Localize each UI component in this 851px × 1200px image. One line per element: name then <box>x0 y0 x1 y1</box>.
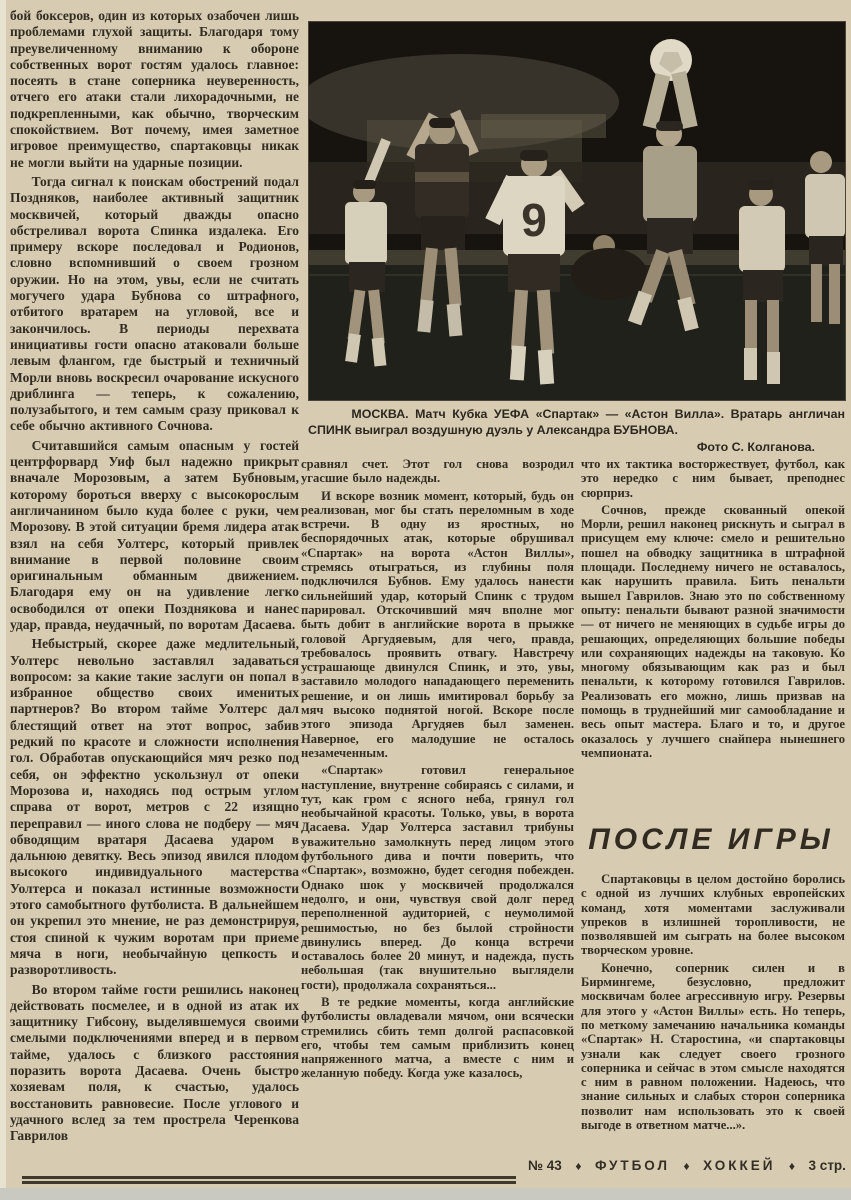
paragraph: Небыстрый, скорее даже медлительный, Уолтерс невольно заставлял задаваться вопросом: за какие такие заслуги он попал в избранное общество своих именитых партнеров? Во втором тайме Уолтерс дал блестящий ответ на этот вопрос, забив редкий по красоте и сложности исполнения гол. Обработав опускающийся мяч резко под себя, он эффектно ускользнул от опеки Морозова и, находясь под острым углом справа от ворот, метров с 22 изящно переправил — иного слова не подберу — мяч обводящим вратаря Дасаева ударом в дальнюю девятку. Весь эпизод явился плодом высокого индивидуального мастерства Уолтерса и показал истинные возможности этого самобытного футболиста. В дальнейшем он укрепил это мнение, не раз демонстрируя, стоя спиной к чужим воротам при приеме мяча в ноги, необычайную цепкость и разворотливость. <box>10 636 299 978</box>
paragraph: сравнял счет. Этот гол снова возродил угасшие было надежды. <box>301 457 574 486</box>
issue-number: № 43 <box>528 1158 562 1173</box>
article-column-1 <box>10 8 299 1168</box>
diamond-separator-icon: ♦ <box>575 1158 582 1173</box>
paragraph: «Спартак» готовил генеральное наступление, внутренне собираясь с силами, и тут, как гром с ясного неба, грянул гол необычайной красоты. Только, увы, в ворота Дасаева. Удар Уолтерса заставил трибуны уважительно замолкнуть перед лицом этого футбольного дива и почти поверить, что «Спартак», возможно, будет сегодня побежден. Однако шок у москвичей продолжался недолго, и они, чувствуя свой долг перед переполненной аудиторией, с неумолимой решимостью, но без былой стройности двинулись вперед. До конца встречи оставалось более 20 минут, и надежда, пусть небольшая (так внушительно выглядели гости), продолжала сохраняться... <box>301 763 574 992</box>
paragraph: Сочнов, прежде скованный опекой Морли, решил наконец рискнуть и сыграл в присущем ему ключе: смело и решительно пошел на обводку защитника в штрафной площади. Последнему ничего не оставалось, как нарушить правила. Бить пенальти вышел Гаврилов. Знаю это по собственному опыту: пенальти бывают разной значимости — от ничего не меняющих в судьбе игры до решающих, определяющих большие победы или сохраняющих надежды на таковую. Ко многому обязывающим как раз и был пенальти, к которому готовился Гаврилов. Реализовать его можно, лишь призвав на помощь в труднейший миг самообладание и весь опыт мастера. Благо и то, и другое оказалось у лучшего снайпера нынешнего чемпионата. <box>581 502 845 760</box>
match-photo-image <box>309 22 845 400</box>
masthead-football: ФУТБОЛ <box>594 1158 670 1173</box>
paragraph: Конечно, соперник силен и в Бирмингеме, безусловно, предложит москвичам более агрессивную игру. Резервы для этого у «Астон Виллы» есть. Но теперь, по меткому замечанию начальника команды «Спартак» Н. Старостина, «и спартаковцы узнали как следует своего грозного соперника и сейчас в этом смысле находятся с ним в равном положении. Надеюсь, что знание сильных и слабых сторон соперника позволит нам использовать это к своей выгоде в ответном матче...». <box>581 960 845 1133</box>
paragraph: Во втором тайме гости решились наконец действовать посмелее, и в одной из атак их защитнику Гибсону, выделявшемуся своими смелыми подключениями вперед и в первом тайме, удалось с близкого расстояния поразить ворота Дасаева. Очень быстро хозяевам поля, к счастью, удалось восстановить равновесие. После углового и удачного вслед за тем прострела Черенкова Гаврилов <box>10 981 299 1144</box>
masthead-hockey: ХОККЕЙ <box>703 1158 776 1173</box>
page-number: 3 стр. <box>808 1158 846 1173</box>
paragraph: В те редкие моменты, когда английские футболисты овладевали мячом, они всячески стремились сбить темп долгой распасовкой его, чтобы тем самым приблизить конец напряженного матча, а вместе с ним и желанную победу. Когда уже казалось, <box>301 994 574 1081</box>
scan-edge-left <box>0 0 6 1200</box>
match-photo <box>309 22 845 400</box>
photo-caption-text: МОСКВА. Матч Кубка УЕФА «Спартак» — «Астон Вилла». Вратарь англичан СПИНК выиграл воздушную дуэль у Александра БУБНОВА. <box>308 407 845 437</box>
paragraph: Спартаковцы в целом достойно боролись с одной из лучших клубных европейских команд, хотя моментами заслуживали упреков в излишней торопливости, не позволявшей им сыграть на более высоком творческом уровне. <box>581 872 845 958</box>
photo-credit: Фото С. Колганова. <box>696 440 815 454</box>
scan-edge-bottom <box>0 1188 851 1200</box>
article-column-3-top <box>581 457 845 819</box>
paragraph: что их тактика восторжествует, футбол, как это нередко с ним бывает, преподнес сюрприз. <box>581 457 845 500</box>
paragraph: Тогда сигнал к поискам обострений подал Поздняков, наиболее активный защитник москвичей, который дважды опасно обстреливал ворота Спинка издалека. Его примеру вскоре последовал и Родионов, словно вспомнивший о своем грозном оружии. Но на этом, увы, если не считать могучего удара Бубнова со штрафного, отбитого вратарем на угловой, все и закончилось. В периоды перехвата инициативы гости опасно атаковали больше левым флангом, где быстрый и техничный Морли вновь воскресил очарование искусного дриблинга — теперь, к сожалению, полузабытого, и тем самым сразу приковал к себе обычно активного Сочнова. <box>10 173 299 434</box>
diamond-separator-icon: ♦ <box>788 1158 796 1173</box>
after-game-headline: ПОСЛЕ ИГРЫ <box>588 823 834 856</box>
article-column-3-bottom <box>581 872 845 1160</box>
paragraph: И вскоре возник момент, который, будь он реализован, мог бы стать переломным в ходе встречи. В одну из яростных, но беспорядочных атак, которые обрушивал «Спартак» на ворота «Астон Виллы», стремясь отыграться, из глубины поля подключился Бубнов. Ему удалось нанести сильнейший удар, который Спинк с трудом парировал. Отскочивший мяч вполне мог быть добит в английские ворота в прыжке головой Аргудяевым, для чего, правда, требовалось проявить отвагу. Навстречу устрашающе двинулся Спинк, и это, увы, заставило молодого нападающего переменить решение, и он лишь имитировал борьбу за мяч высоко поднятой ногой. Вскоре после этого эпизода Аргудяев был заменен. Наверное, его малодушие не осталось незамеченным. <box>301 488 574 760</box>
article-column-2 <box>301 457 574 1161</box>
shirt-number: 9 <box>521 194 547 246</box>
diamond-separator-icon: ♦ <box>683 1158 690 1173</box>
photo-caption <box>308 407 845 456</box>
paragraph: Считавшийся самым опасным у гостей центрфорвард Уиф был надежно прикрыт вначале Морозовым, а затем Бубновым, которому бороться вверху с высокорослым англичанином было куда более с руки, чем Морозову. В этой ситуации бремя лидера атак взял на себя Уолтерс, который привлек внимание в первой половине своим оригинальным обманным движением. Благодаря ему он на удивление легко освободился от опеки Позднякова и нанес удар, правда, неудачный, по воротам Дасаева. <box>10 437 299 632</box>
paragraph: бой боксеров, один из которых озабочен лишь проблемами глухой защиты. Благодаря тому преувеличенному вниманию к обороне собственных ворот гостям удалось главное: посеять в стане соперника неуверенность, отчего его атаки стали лихорадочными, не подкрепленными, как обычно, творческим спокойствием. Вот почему, имея заметное игровое преимущество, спартаковцы никак не могли выйти на ударные позиции. <box>10 8 299 170</box>
page-footer <box>528 1158 846 1173</box>
bottom-double-rule <box>22 1176 516 1184</box>
